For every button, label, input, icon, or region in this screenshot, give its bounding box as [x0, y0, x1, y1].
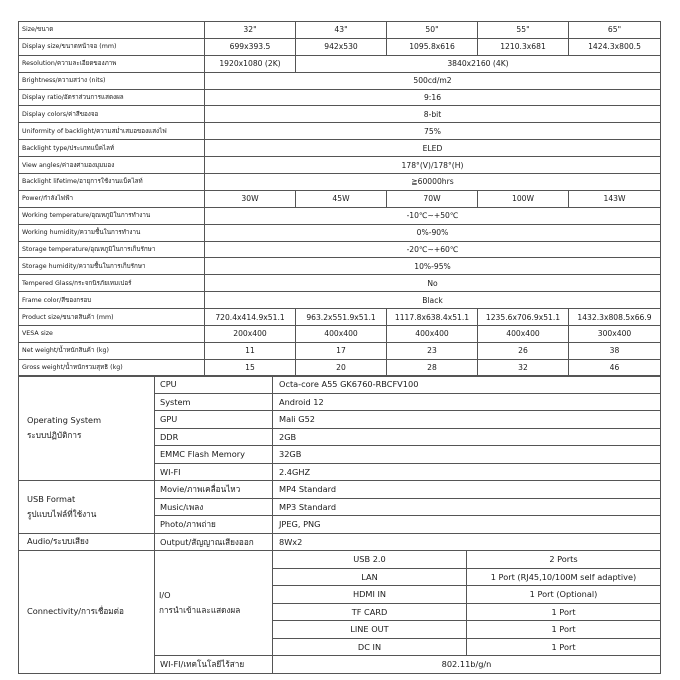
spec-row: [19, 224, 661, 241]
spec-label: Gross weight/น้ำหนักรวมสุทธิ (kg): [19, 359, 205, 376]
spec-value: 17: [296, 342, 387, 359]
os-row: [19, 376, 661, 394]
os-value: 2GB: [273, 428, 661, 446]
spec-value: 28: [387, 359, 478, 376]
spec-row: [19, 326, 661, 343]
size-header-cell: 55": [478, 22, 569, 39]
os-value: 32GB: [273, 446, 661, 464]
spec-value: 30W: [205, 190, 296, 207]
spec-label: Display colors/ค่าสีของจอ: [19, 106, 205, 123]
io-group-title: [155, 551, 273, 656]
spec-value: 1424.3x800.5: [569, 38, 661, 55]
usb-value: MP3 Standard: [273, 498, 661, 516]
spec-value: 70W: [387, 190, 478, 207]
spec-label: Backlight type/ประเภทแบ็คไลท์: [19, 140, 205, 157]
spec-value: 3840x2160 (4K): [296, 55, 661, 72]
size-header-cell: 32": [205, 22, 296, 39]
size-header-cell: 43": [296, 22, 387, 39]
os-value: Android 12: [273, 393, 661, 411]
audio-title: Audio/ระบบเสียง: [19, 533, 155, 551]
os-label: System: [155, 393, 273, 411]
spec-value: 0%-90%: [205, 224, 661, 241]
spec-value: 15: [205, 359, 296, 376]
usb-title-th: รูปแบบไฟล์ที่ใช้งาน: [27, 508, 97, 519]
port-name: HDMI IN: [273, 586, 467, 604]
spec-row: [19, 123, 661, 140]
os-label: EMMC Flash Memory: [155, 446, 273, 464]
spec-value: 9:16: [205, 89, 661, 106]
os-label: WI-FI: [155, 463, 273, 481]
spec-value: 32: [478, 359, 569, 376]
os-group-title: [19, 376, 155, 481]
port-name: USB 2.0: [273, 551, 467, 569]
spec-value: 400x400: [387, 326, 478, 343]
os-label: DDR: [155, 428, 273, 446]
port-value: 2 Ports: [467, 551, 661, 569]
spec-row: [19, 292, 661, 309]
spec-value: 26: [478, 342, 569, 359]
spec-label: Power/กำลังไฟฟ้า: [19, 190, 205, 207]
display-spec-table: [18, 21, 661, 377]
spec-value: 10%-95%: [205, 258, 661, 275]
system-spec-table: [18, 375, 661, 674]
spec-label: Product size/ขนาดสินค้า (mm): [19, 309, 205, 326]
audio-value: 8Wx2: [273, 533, 661, 551]
os-title: Operating System: [27, 415, 102, 425]
spec-label: VESA size: [19, 326, 205, 343]
spec-label: Display size/ขนาดหน้าจอ (mm): [19, 38, 205, 55]
port-name: DC IN: [273, 638, 467, 656]
spec-row: [19, 140, 661, 157]
spec-value: 45W: [296, 190, 387, 207]
size-header-cell: 50": [387, 22, 478, 39]
spec-label: Storage humidity/ความชื้นในการเก็บรักษา: [19, 258, 205, 275]
spec-value: 963.2x551.9x51.1: [296, 309, 387, 326]
spec-row: [19, 359, 661, 376]
usb-title: USB Format: [27, 493, 76, 504]
spec-value: No: [205, 275, 661, 292]
spec-row: [19, 38, 661, 55]
spec-value: ≧60000hrs: [205, 174, 661, 191]
spec-value: 400x400: [296, 326, 387, 343]
os-value: Octa-core A55 GK6760-RBCFV100: [273, 376, 661, 394]
spec-value: -10℃~+50℃: [205, 207, 661, 224]
spec-row: [19, 106, 661, 123]
spec-row: [19, 55, 661, 72]
port-value: 1 Port: [467, 603, 661, 621]
port-value: 1 Port (RJ45,10/100M self adaptive): [467, 568, 661, 586]
usb-row: [19, 481, 661, 499]
spec-label: View angles/ค่าองศามองมุมมอง: [19, 157, 205, 174]
spec-label: Frame color/สีของกรอบ: [19, 292, 205, 309]
port-name: LINE OUT: [273, 621, 467, 639]
size-header-cell: 65": [569, 22, 661, 39]
os-label: GPU: [155, 411, 273, 429]
wifi-label: WI-FI/เทคโนโลยีไร้สาย: [155, 656, 273, 674]
spec-value: 75%: [205, 123, 661, 140]
spec-row: [19, 309, 661, 326]
spec-row: [19, 157, 661, 174]
spec-label: Net weight/น้ำหนักสินค้า (kg): [19, 342, 205, 359]
spec-label: Tempered Glass/กระจกนิรภัยเทมเปอร์: [19, 275, 205, 292]
size-header-row: [19, 22, 661, 39]
spec-label: Working humidity/ความชื้นในการทำงาน: [19, 224, 205, 241]
spec-value: 1210.3x681: [478, 38, 569, 55]
audio-row: [19, 533, 661, 551]
usb-label: Photo/ภาพถ่าย: [155, 516, 273, 534]
spec-label: Working temperature/อุณหภูมิในการทำงาน: [19, 207, 205, 224]
spec-value: Black: [205, 292, 661, 309]
io-title-th: การนำเข้าและแสดงผล: [159, 605, 241, 615]
spec-row: [19, 190, 661, 207]
spec-value: 200x400: [205, 326, 296, 343]
spec-value: 1235.6x706.9x51.1: [478, 309, 569, 326]
os-value: Mali G52: [273, 411, 661, 429]
port-value: 1 Port (Optional): [467, 586, 661, 604]
spec-value: 1117.8x638.4x51.1: [387, 309, 478, 326]
usb-value: JPEG, PNG: [273, 516, 661, 534]
spec-value: 20: [296, 359, 387, 376]
spec-value: 38: [569, 342, 661, 359]
spec-label: Display ratio/อัตราส่วนการแสดงผล: [19, 89, 205, 106]
display-spec-body: [19, 22, 661, 377]
spec-row: [19, 342, 661, 359]
spec-value: 300x400: [569, 326, 661, 343]
port-name: TF CARD: [273, 603, 467, 621]
usb-group-title: [19, 481, 155, 534]
os-title-th: ระบบปฏิบัติการ: [27, 430, 82, 440]
spec-value: 400x400: [478, 326, 569, 343]
spec-value: 8-bit: [205, 106, 661, 123]
size-header-label: Size/ขนาด: [19, 22, 205, 39]
spec-value: 23: [387, 342, 478, 359]
spec-value: 143W: [569, 190, 661, 207]
spec-value: 720.4x414.9x51.1: [205, 309, 296, 326]
spec-value: 11: [205, 342, 296, 359]
spec-row: [19, 241, 661, 258]
port-value: 1 Port: [467, 621, 661, 639]
port-row: [19, 551, 661, 569]
spec-label: Resolution/ความละเอียดของภาพ: [19, 55, 205, 72]
spec-value: -20℃~+60℃: [205, 241, 661, 258]
spec-row: [19, 207, 661, 224]
port-name: LAN: [273, 568, 467, 586]
spec-value: 178°(V)/178°(H): [205, 157, 661, 174]
connectivity-title: Connectivity/การเชื่อมต่อ: [19, 551, 155, 674]
spec-value: 699x393.5: [205, 38, 296, 55]
port-value: 1 Port: [467, 638, 661, 656]
spec-value: 100W: [478, 190, 569, 207]
spec-value: 500cd/m2: [205, 72, 661, 89]
spec-label: Backlight lifetime/อายุการใช้งานแบ็คไลท์: [19, 174, 205, 191]
spec-value: ELED: [205, 140, 661, 157]
os-value: 2.4GHZ: [273, 463, 661, 481]
wifi-value: 802.11b/g/n: [273, 656, 661, 674]
spec-label: Uniformity of backlight/ความสม่ำเสมอของแสงไฟ: [19, 123, 205, 140]
spec-value: 1432.3x808.5x66.9: [569, 309, 661, 326]
spec-row: [19, 275, 661, 292]
spec-value: 46: [569, 359, 661, 376]
io-title: I/O: [159, 590, 171, 600]
spec-row: [19, 89, 661, 106]
spec-row: [19, 258, 661, 275]
spec-label: Brightness/ความสว่าง (nits): [19, 72, 205, 89]
spec-value: 1920x1080 (2K): [205, 55, 296, 72]
usb-label: Movie/ภาพเคลื่อนไหว: [155, 481, 273, 499]
spec-value: 942x530: [296, 38, 387, 55]
spec-label: Storage temperature/อุณหภูมิในการเก็บรักษา: [19, 241, 205, 258]
spec-row: [19, 72, 661, 89]
spec-value: 1095.8x616: [387, 38, 478, 55]
usb-value: MP4 Standard: [273, 481, 661, 499]
spec-row: [19, 174, 661, 191]
usb-label: Music/เพลง: [155, 498, 273, 516]
os-label: CPU: [155, 376, 273, 394]
audio-label: Output/สัญญาณเสียงออก: [155, 533, 273, 551]
